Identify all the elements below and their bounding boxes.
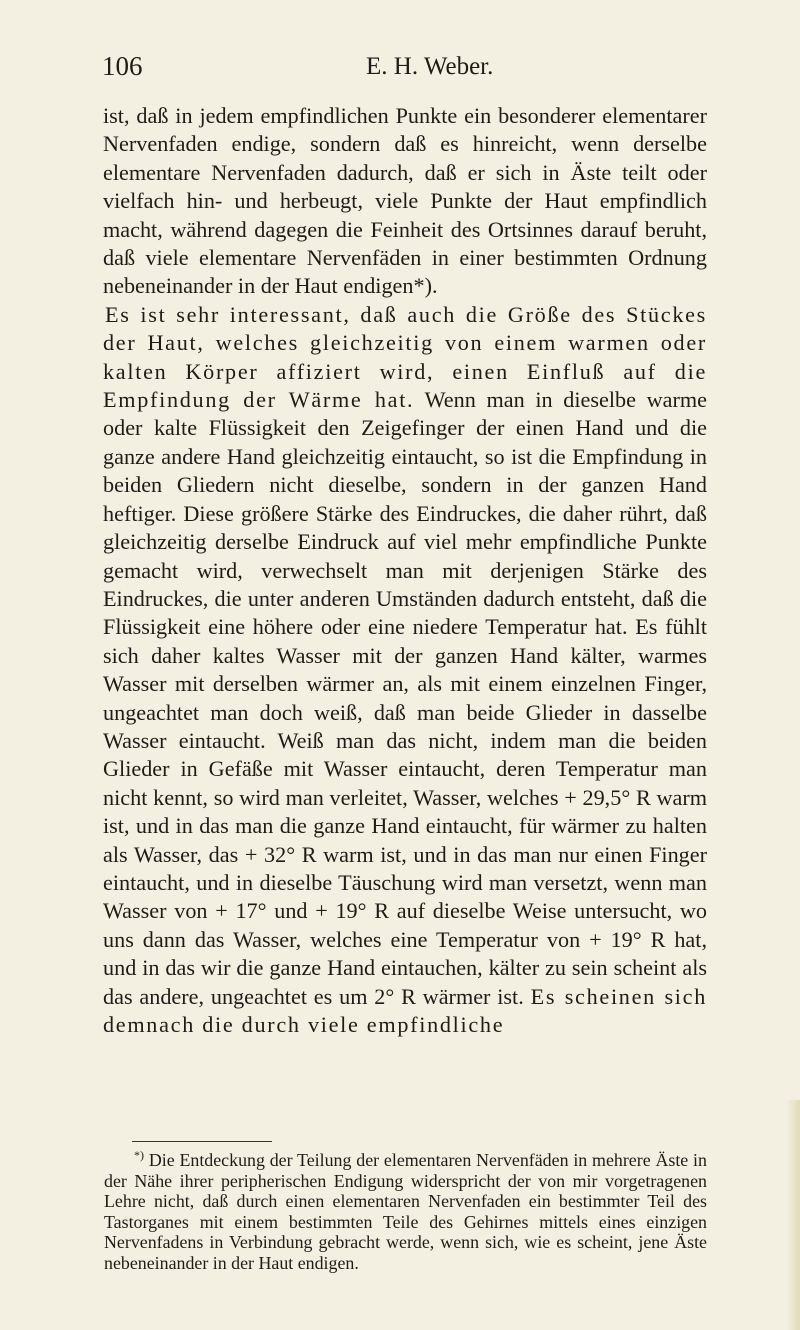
page-number: 106 xyxy=(102,51,143,81)
emphasized-continuation: Es scheinen sich demnach die durch viele empfindliche xyxy=(103,983,708,1037)
footnote-rule xyxy=(132,1141,272,1142)
footnote-text: Die Entdeckung der Teilung der elementaren Nervenfäden in mehrere Äste in der Nähe ihrer peripherischen Endigung widerspricht der von mir vorgetragenen Lehre nicht, daß durch einen elementaren Nervenfaden ein bestimmter Teil des Tastorganes mit einem bestimmten Teile des Gehirnes mittels eines einzigen Nervenfadens in Verbindung gebracht werde, wenn sich, wie es scheint, jene Äste nebeneinander in der Haut endigen. xyxy=(104,1150,707,1273)
page-edge-stain xyxy=(786,1100,800,1330)
paragraph-2-body: Wenn man in dieselbe warme oder kalte Flüssigkeit den Zeigefinger der einen Hand und die ganze andere Hand gleichzeitig eintaucht, so ist die Empfindung in beiden Gliedern nicht dieselbe, sondern in der ganzen Hand heftiger. Diese größere Stärke des Eindruckes, die daher rührt, daß gleichzeitig derselbe Eindruck auf viel mehr empfindliche Punkte gemacht wird, verwechselt man mit derjenigen Stärke des Eindruckes, die unter anderen Umständen dadurch entsteht, daß die Flüssigkeit eine höhere oder eine niedere Temperatur hat. Es fühlt sich daher kaltes Wasser mit der ganzen Hand kälter, warmes Wasser mit derselben wärmer an, als mit einem einzelnen Finger, ungeachtet man doch weiß, daß man beide Glieder in dasselbe Wasser eintaucht. Weiß man das nicht, indem man die beiden Glieder in Gefäße mit Wasser eintaucht, deren Temperatur man nicht kennt, so wird man verleitet, Wasser, welches + 29,5° R warm ist, und in das man die ganze Hand eintaucht, für wärmer zu halten als Wasser, das + 32° R warm ist, und in das man nur einen Finger eintaucht, und in dieselbe Täuschung wird man versetzt, wenn man Wasser von + 17° und + 19° R auf dieselbe Weise untersucht, wo uns dann das Wasser, welches eine Temperatur von + 19° R hat, und in das wir die ganze Hand eintauchen, kälter zu sein scheint als das andere, ungeachtet es um 2° R wärmer ist. xyxy=(103,387,707,1009)
paragraph-1: ist, daß in jedem empfindlichen Punkte ein besonderer elementarer Nervenfaden endige, sondern daß es hinreicht, wenn derselbe elementare Nervenfaden dadurch, daß er sich in Äste teilt oder vielfach hin- und herbeugt, viele Punkte der Haut empfindlich macht, während dagegen die Feinheit des Ortsinnes darauf beruht, daß viele elementare Nervenfäden in einer bestimmten Ordnung nebeneinander in der Haut endigen*). xyxy=(103,103,707,299)
footnote xyxy=(104,1150,707,1274)
running-head: E. H. Weber. xyxy=(366,53,494,80)
footnote-marker: *) xyxy=(134,1148,144,1163)
paragraph-2 xyxy=(103,301,707,1040)
main-text xyxy=(103,102,707,1039)
emphasized-sentence: Es ist sehr interessant, daß auch die Größe des Stückes der Haut, welches gleichzeitig von einem warmen oder kalten Körper affiziert wird, einen Einfluß auf die Empfindung der Wärme hat. xyxy=(103,301,707,413)
